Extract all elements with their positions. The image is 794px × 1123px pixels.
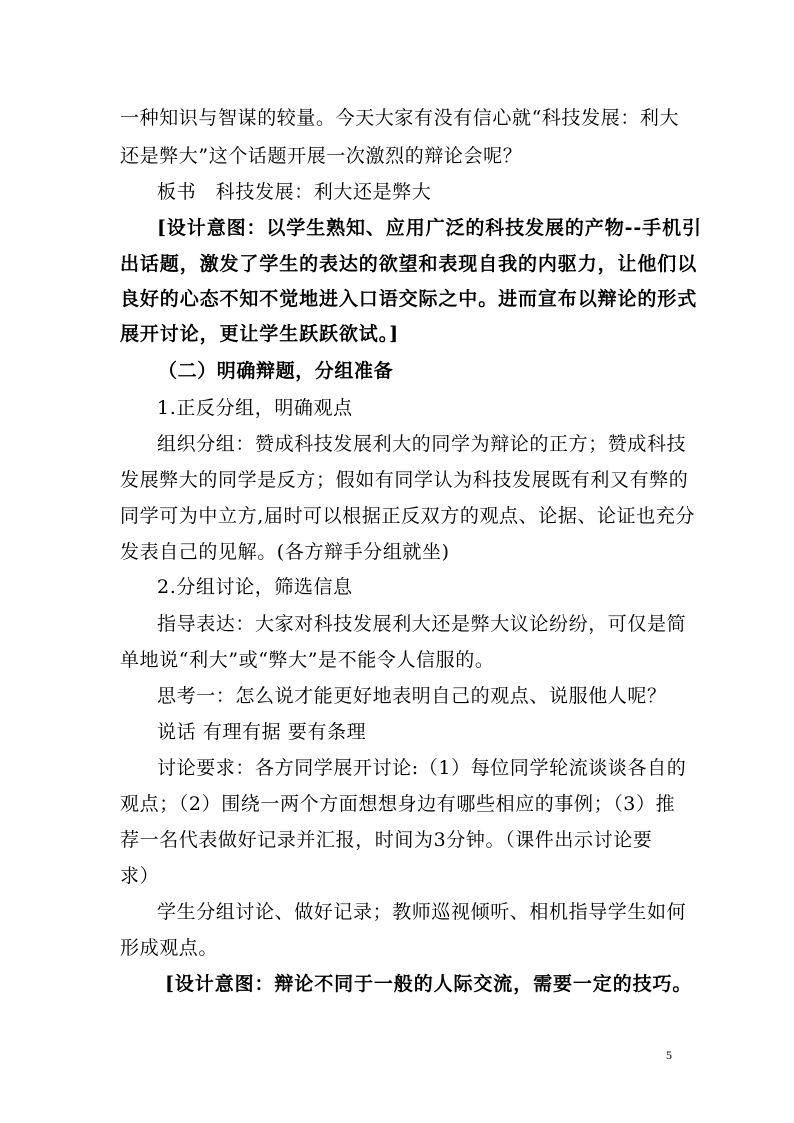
subsection-heading: 1.正反分组，明确观点 <box>157 397 353 419</box>
design-intent-line: [设计意图：辩论不同于一般的人际交流，需要一定的技巧。 <box>165 973 693 995</box>
section-heading: （二）明确辩题，分组准备 <box>158 360 394 382</box>
text-line: 单地说“利大”或“弊大”是不能令人信服的。 <box>120 649 495 671</box>
page-number: 5 <box>666 1048 672 1062</box>
text-line: 求） <box>120 865 160 887</box>
design-intent-line: [设计意图：以学生熟知、应用广泛的科技发展的产物--手机引 <box>157 217 702 239</box>
text-line: 学生分组讨论、做好记录；教师巡视倾听、相机指导学生如何 <box>157 901 687 923</box>
text-line: 一种知识与智谋的较量。今天大家有没有信心就“科技发展：利大 <box>120 107 680 129</box>
text-line: 说话 有理有据 要有条理 <box>157 721 367 743</box>
text-line: 发展弊大的同学是反方；假如有同学认为科技发展既有利又有弊的 <box>120 469 689 491</box>
board-writing-line: 板书 科技发展：利大还是弊大 <box>157 181 432 203</box>
text-line: 发表自己的见解。(各方辩手分组就坐) <box>120 541 450 563</box>
text-line: 思考一：怎么说才能更好地表明自己的观点、说服他人呢？ <box>157 685 667 707</box>
design-intent-line: 展开讨论，更让学生跃跃欲试。] <box>120 323 399 345</box>
text-line: 观点；（2）围绕一两个方面想想身边有哪些相应的事例；（3）推 <box>120 793 676 815</box>
text-line: 荐一名代表做好记录并汇报，时间为3分钟。（课件出示讨论要 <box>120 829 653 851</box>
design-intent-line: 出话题，激发了学生的表达的欲望和表现自我的内驱力，让他们以 <box>120 253 698 275</box>
text-line: 组织分组：赞成科技发展利大的同学为辩论的正方；赞成科技 <box>157 433 687 455</box>
text-line: 同学可为中立方,届时可以根据正反双方的观点、论据、论证也充分 <box>120 505 696 527</box>
text-line: 指导表达：大家对科技发展利大还是弊大议论纷纷，可仅是简 <box>157 613 687 635</box>
subsection-heading: 2.分组讨论，筛选信息 <box>157 576 353 598</box>
text-line: 讨论要求：各方同学展开讨论:（1）每位同学轮流谈谈各自的 <box>157 757 687 779</box>
design-intent-line: 良好的心态不知不觉地进入口语交际之中。进而宣布以辩论的形式 <box>120 288 698 310</box>
text-line: 还是弊大”这个话题开展一次激烈的辩论会呢？ <box>120 145 523 167</box>
text-line: 形成观点。 <box>120 937 219 959</box>
